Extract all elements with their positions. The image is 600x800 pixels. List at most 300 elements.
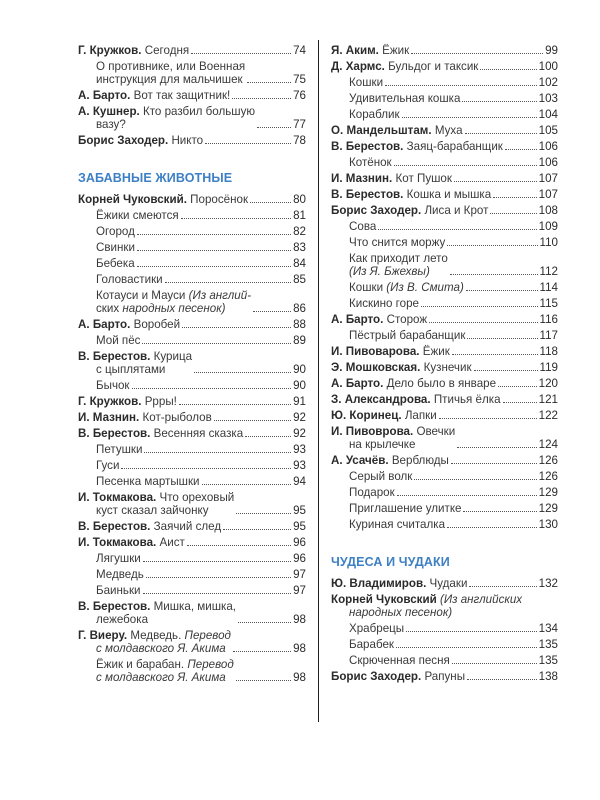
toc-entry <box>331 361 558 374</box>
page-number-ref: 98 <box>293 613 306 626</box>
entry-title: Бебека <box>96 257 135 270</box>
leader-dots <box>469 585 536 587</box>
entry-author: Корней Чуковский <box>331 593 437 606</box>
toc-entry <box>78 318 306 331</box>
entry-text <box>96 584 141 597</box>
leader-dots <box>236 679 291 681</box>
entry-text <box>96 209 179 222</box>
entry-title: Ёжик <box>422 345 450 358</box>
toc-entry <box>331 124 558 137</box>
page-number-ref: 96 <box>293 552 306 565</box>
page-number-ref: 75 <box>293 73 306 86</box>
leader-dots <box>253 310 291 312</box>
entry-text <box>331 454 449 467</box>
entry-author: И. Мазнин. <box>78 411 140 424</box>
entry-title: Петушки <box>96 443 143 456</box>
page-number-ref: 94 <box>293 475 306 488</box>
entry-author: И. Пивоврова. <box>331 425 414 438</box>
leader-dots <box>447 244 537 246</box>
entry-text <box>349 108 400 121</box>
leader-dots <box>247 81 291 83</box>
entry-title: Барабек <box>349 638 394 651</box>
leader-dots <box>505 148 537 150</box>
page-number-ref: 86 <box>293 302 306 315</box>
entry-title-line: вазу? <box>96 118 126 131</box>
leader-dots <box>447 526 537 528</box>
toc-entry <box>78 209 306 222</box>
entry-text <box>78 44 189 57</box>
entry-text <box>78 491 234 517</box>
page-number-ref: 92 <box>293 427 306 440</box>
leader-dots <box>503 401 537 403</box>
entry-text <box>96 241 135 254</box>
toc-entry <box>331 188 558 201</box>
right-column <box>331 44 558 686</box>
page-number-ref: 83 <box>293 241 306 254</box>
entry-author: И. Токмакова. <box>78 536 157 549</box>
page-number-ref: 93 <box>293 459 306 472</box>
entry-text <box>331 172 452 185</box>
entry-author: Я. Аким. <box>331 44 379 57</box>
entry-title: Подарок <box>349 486 395 499</box>
entry-title: Поросёнок <box>190 193 249 206</box>
toc-entry <box>331 92 558 105</box>
leader-dots <box>121 467 291 469</box>
leader-dots <box>414 478 536 480</box>
entry-text <box>349 502 461 515</box>
entry-text <box>78 134 203 147</box>
page-number-ref: 76 <box>293 89 306 102</box>
toc-entry <box>78 411 306 424</box>
entry-text <box>349 220 376 233</box>
entry-title: Серый волк <box>349 470 413 483</box>
entry-title: Котёнок <box>349 156 392 169</box>
toc-entry <box>78 395 306 408</box>
entry-author: В. Берестов. <box>78 520 151 533</box>
entry-title-line: Ёжик и барабан. Перевод <box>96 658 234 671</box>
page-number-ref: 126 <box>538 454 558 467</box>
toc-entry <box>331 409 558 422</box>
entry-title: Сегодня <box>144 44 190 57</box>
entry-title-line: Мишка, мишка, <box>153 600 237 613</box>
toc-list-left-2 <box>78 193 306 687</box>
leader-dots <box>250 201 291 203</box>
leader-dots <box>467 337 537 339</box>
leader-dots <box>142 342 291 344</box>
toc-entry <box>331 281 558 294</box>
entry-author: В. Берестов. <box>78 350 151 363</box>
page-number-ref: 106 <box>538 156 558 169</box>
entry-title: Бульдог и таксик <box>388 60 479 73</box>
entry-title: Воробей <box>133 318 181 331</box>
leader-dots <box>179 403 291 405</box>
entry-text <box>78 411 212 424</box>
entry-text <box>331 60 478 73</box>
page-number-ref: 109 <box>538 220 558 233</box>
column-divider <box>318 40 319 722</box>
leader-dots <box>385 84 537 86</box>
leader-dots <box>452 353 538 355</box>
entry-title-line: с молдавского Я. Акима <box>96 642 226 655</box>
page-number-ref: 102 <box>538 76 558 89</box>
toc-entry <box>331 638 558 651</box>
toc-entry <box>78 273 306 286</box>
page-number-ref: 124 <box>538 438 558 451</box>
entry-author: И. Токмакова. <box>78 491 157 504</box>
entry-title: Пёстрый барабанщик <box>349 329 466 342</box>
leader-dots <box>223 528 291 530</box>
page-number-ref: 130 <box>538 518 558 531</box>
toc-entry <box>78 105 306 131</box>
toc-entry <box>331 236 558 249</box>
entry-author: Г. Виеру. <box>78 629 128 642</box>
entry-title: Лапки <box>404 409 437 422</box>
entry-text <box>331 593 522 619</box>
toc-entry <box>78 193 306 206</box>
leader-dots <box>146 576 291 578</box>
page-number-ref: 122 <box>538 409 558 422</box>
entry-text <box>349 638 394 651</box>
leader-dots <box>493 196 536 198</box>
page-number-ref: 97 <box>293 584 306 597</box>
entry-author: Ю. Владимиров. <box>331 577 427 590</box>
toc-entry <box>78 427 306 440</box>
page-number-ref: 97 <box>293 568 306 581</box>
entry-text <box>96 334 140 347</box>
leader-dots <box>421 305 538 307</box>
leader-dots <box>236 512 291 514</box>
entry-text <box>96 379 130 392</box>
entry-title: Кошки <box>349 76 384 89</box>
entry-title: Кошки (Из В. Смита) <box>349 281 464 294</box>
leader-dots <box>232 97 291 99</box>
page-number-ref: 88 <box>293 318 306 331</box>
entry-title-line: Как приходит лето <box>349 252 448 265</box>
toc-entry <box>331 220 558 233</box>
entry-title: Приглашение улитке <box>349 502 462 515</box>
page-number-ref: 91 <box>293 395 306 408</box>
entry-author: А. Барто. <box>331 377 384 390</box>
leader-dots <box>451 462 537 464</box>
toc-entry <box>331 156 558 169</box>
page-number-ref: 103 <box>538 92 558 105</box>
entry-text <box>349 518 445 531</box>
toc-entry <box>331 377 558 390</box>
toc-entry <box>331 486 558 499</box>
entry-author: А. Барто. <box>78 89 131 102</box>
entry-title: Что снится моржу <box>349 236 446 249</box>
toc-entry <box>78 60 306 86</box>
toc-entry <box>331 425 558 451</box>
toc-list-right-2 <box>331 577 558 686</box>
entry-author: Ю. Коринец. <box>331 409 402 422</box>
page-number-ref: 117 <box>539 329 558 342</box>
entry-text <box>78 318 180 331</box>
entry-text <box>78 629 231 655</box>
toc-entry <box>78 475 306 488</box>
entry-title: Мой пёс <box>96 334 141 347</box>
toc-entry <box>331 345 558 358</box>
entry-text <box>349 252 448 278</box>
entry-author: А. Барто. <box>331 313 384 326</box>
entry-title: Кузнечик <box>423 361 472 374</box>
toc-entry <box>78 225 306 238</box>
entry-author: З. Александрова. <box>331 393 431 406</box>
entry-title-line: Что ореховый <box>159 491 235 504</box>
entry-text <box>96 475 200 488</box>
entry-title: Кошка и мышка <box>406 188 492 201</box>
section-title-left: ЗАБАВНЫЕ ЖИВОТНЫЕ <box>78 171 233 185</box>
entry-title: Песенка мартышки <box>96 475 200 488</box>
toc-entry <box>331 518 558 531</box>
entry-author: Борис Заходер. <box>331 204 422 217</box>
entry-title: Заячий след <box>153 520 222 533</box>
entry-text <box>78 600 236 626</box>
entry-title: Сова <box>349 220 377 233</box>
entry-text <box>78 193 248 206</box>
entry-text <box>331 409 437 422</box>
entry-text <box>78 105 255 131</box>
page-number-ref: 132 <box>538 577 558 590</box>
toc-entry <box>331 60 558 73</box>
page-number-ref: 98 <box>293 642 306 655</box>
left-column <box>78 44 306 687</box>
entry-author: В. Берестов. <box>331 188 404 201</box>
entry-title: Храбрецы <box>349 622 405 635</box>
entry-title: Гуси <box>96 459 120 472</box>
toc-entry <box>331 470 558 483</box>
entry-title: Куриная считалка <box>349 518 446 531</box>
page-number-ref: 81 <box>293 209 306 222</box>
entry-author: О. Мандельштам. <box>331 124 432 137</box>
entry-text <box>349 486 395 499</box>
toc-list-right-1 <box>331 44 558 534</box>
entry-title: Лиса и Крот <box>424 204 489 217</box>
entry-title: Дело было в январе <box>386 377 497 390</box>
entry-text <box>331 188 491 201</box>
entry-text <box>331 44 409 57</box>
entry-text <box>331 377 496 390</box>
entry-title-line: с молдавского Я. Акима <box>96 671 226 684</box>
toc-entry <box>78 584 306 597</box>
entry-title-line: на крылечке <box>349 438 416 451</box>
page-number-ref: 114 <box>539 281 558 294</box>
leader-dots <box>462 100 536 102</box>
leader-dots <box>474 369 538 371</box>
entry-title: Верблюды <box>391 454 449 467</box>
toc-entry <box>331 654 558 667</box>
leader-dots <box>137 249 291 251</box>
toc-entry <box>78 289 306 315</box>
leader-dots <box>182 326 291 328</box>
leader-dots <box>465 132 537 134</box>
entry-title-line: (Из Я. Бжехвы) <box>349 265 430 278</box>
page-number-ref: 96 <box>293 536 306 549</box>
page-number-ref: 134 <box>538 622 558 635</box>
leader-dots <box>411 52 543 54</box>
entry-title-line: Курица <box>153 350 193 363</box>
toc-entry <box>331 76 558 89</box>
entry-title: Чудаки <box>429 577 468 590</box>
entry-title: Рапуны <box>424 670 466 683</box>
entry-title: Медведь <box>96 568 144 581</box>
toc-entry <box>78 520 306 533</box>
entry-author: А. Усачёв. <box>331 454 389 467</box>
page-number-ref: 108 <box>538 204 558 217</box>
entry-text <box>349 236 445 249</box>
leader-dots <box>205 142 291 144</box>
toc-entry <box>78 257 306 270</box>
entry-text <box>331 425 455 451</box>
entry-text <box>96 257 135 270</box>
page-number-ref: 95 <box>293 504 306 517</box>
toc-entry <box>78 134 306 147</box>
entry-title-line: Котауси и Мауси (Из англий- <box>96 289 252 302</box>
entry-text <box>96 658 234 684</box>
entry-text <box>96 60 245 86</box>
entry-title: Лягушки <box>96 552 141 565</box>
entry-title-line: народных песенок) <box>349 606 453 619</box>
toc-entry <box>78 334 306 347</box>
entry-title: Сторож <box>386 313 428 326</box>
entry-text <box>349 156 392 169</box>
page-number-ref: 84 <box>293 257 306 270</box>
leader-dots <box>202 483 292 485</box>
page-number-ref: 98 <box>293 671 306 684</box>
entry-title-line: О противнике, или Военная <box>96 60 246 73</box>
page-number-ref: 92 <box>293 411 306 424</box>
toc-entry <box>78 379 306 392</box>
leader-dots <box>463 510 536 512</box>
page-number-ref: 78 <box>293 134 306 147</box>
entry-text <box>78 536 185 549</box>
entry-author: В. Берестов. <box>78 600 151 613</box>
leader-dots <box>439 417 537 419</box>
leader-dots <box>137 265 291 267</box>
toc-entry <box>78 443 306 456</box>
entry-text <box>78 395 177 408</box>
page-number-ref: 118 <box>539 345 558 358</box>
leader-dots <box>257 126 291 128</box>
entry-title: Свинки <box>96 241 135 254</box>
leader-dots <box>143 592 292 594</box>
page-number-ref: 129 <box>538 486 558 499</box>
toc-entry <box>331 140 558 153</box>
leader-dots <box>191 52 291 54</box>
entry-text <box>96 273 163 286</box>
entry-text <box>78 427 243 440</box>
page-number-ref: 135 <box>538 654 558 667</box>
entry-author: А. Кушнер. <box>78 105 140 118</box>
entry-author: Д. Хармс. <box>331 60 385 73</box>
leader-dots <box>490 212 536 214</box>
leader-dots <box>467 678 537 680</box>
entry-text <box>349 622 404 635</box>
page-number-ref: 121 <box>538 393 558 406</box>
leader-dots <box>181 217 291 219</box>
entry-text <box>331 313 427 326</box>
entry-text <box>331 393 501 406</box>
page-number-ref: 135 <box>538 638 558 651</box>
entry-text <box>349 92 460 105</box>
entry-text <box>331 345 450 358</box>
entry-text <box>96 289 251 315</box>
entry-text <box>96 568 144 581</box>
page-number-ref: 100 <box>538 60 558 73</box>
leader-dots <box>165 281 291 283</box>
entry-title-line: куст сказал зайчонку <box>96 504 209 517</box>
toc-entry <box>78 600 306 626</box>
toc-entry <box>331 297 558 310</box>
toc-entry <box>331 577 558 590</box>
entry-title-line: Овечки <box>416 425 456 438</box>
leader-dots <box>452 662 537 664</box>
entry-title: Заяц-барабанщик <box>406 140 503 153</box>
leader-dots <box>480 68 536 70</box>
entry-title: Ёжики смеются <box>96 209 179 222</box>
entry-author: Корней Чуковский. <box>78 193 187 206</box>
entry-title-line: Кто разбил большую <box>143 105 256 118</box>
entry-title-line: Медведь. Перевод <box>130 629 231 642</box>
page-number-ref: 106 <box>538 140 558 153</box>
leader-dots <box>397 494 537 496</box>
entry-text <box>349 654 450 667</box>
leader-dots <box>137 233 291 235</box>
entry-text <box>78 520 221 533</box>
leader-dots <box>498 385 537 387</box>
entry-author: В. Берестов. <box>78 427 151 440</box>
entry-text <box>331 140 503 153</box>
page-number-ref: 82 <box>293 225 306 238</box>
entry-author: Э. Мошковская. <box>331 361 421 374</box>
entry-author: Борис Заходер. <box>331 670 422 683</box>
leader-dots <box>402 116 537 118</box>
page-number-ref: 110 <box>539 236 558 249</box>
entry-title: Огород <box>96 225 135 238</box>
entry-title: Скрюченная песня <box>349 654 450 667</box>
entry-text <box>78 350 192 376</box>
entry-author: Г. Кружков. <box>78 44 142 57</box>
entry-text <box>349 329 465 342</box>
page-number-ref: 85 <box>293 273 306 286</box>
entry-title: Ррры! <box>144 395 177 408</box>
leader-dots <box>406 630 537 632</box>
toc-entry <box>331 670 558 683</box>
entry-author: И. Мазнин. <box>331 172 393 185</box>
page-number-ref: 104 <box>538 108 558 121</box>
page-number-ref: 74 <box>293 44 306 57</box>
leader-dots <box>132 387 292 389</box>
leader-dots <box>238 621 291 623</box>
page-number-ref: 120 <box>538 377 558 390</box>
toc-entry <box>78 459 306 472</box>
entry-title: Головастики <box>96 273 163 286</box>
toc-entry <box>78 241 306 254</box>
page-number-ref: 119 <box>539 361 558 374</box>
page-number-ref: 129 <box>538 502 558 515</box>
leader-dots <box>378 228 536 230</box>
entry-text <box>96 443 142 456</box>
entry-title-line: лежебока <box>96 613 149 626</box>
toc-entry <box>331 329 558 342</box>
entry-title: Кискино горе <box>349 297 419 310</box>
toc-entry <box>78 629 306 655</box>
toc-entry <box>331 622 558 635</box>
entry-text <box>331 670 465 683</box>
entry-text <box>349 76 383 89</box>
leader-dots <box>429 321 537 323</box>
page-number-ref: 115 <box>539 297 558 310</box>
